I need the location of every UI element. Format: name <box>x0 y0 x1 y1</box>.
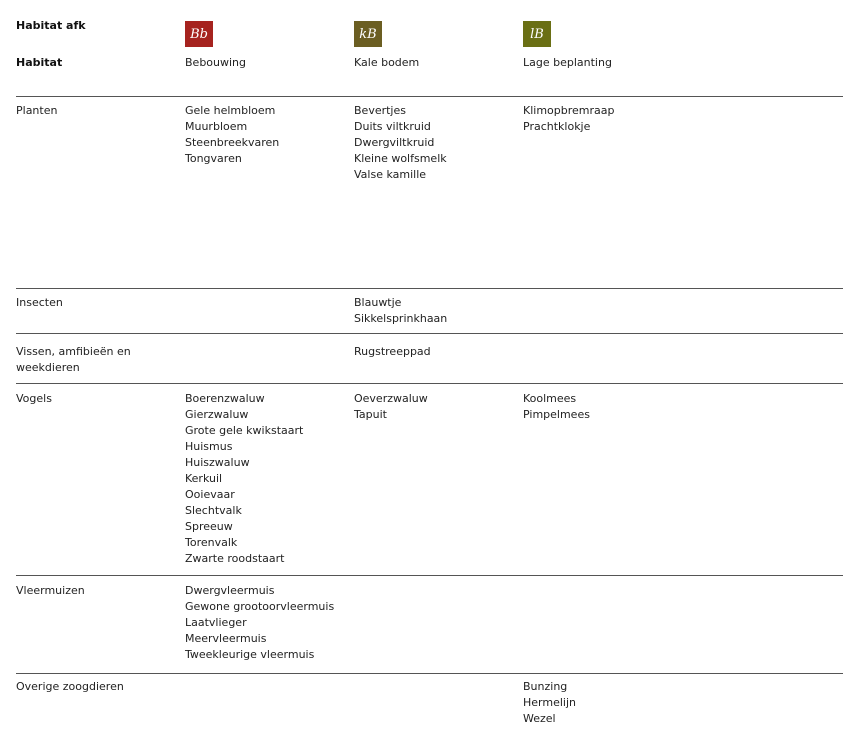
species-name: Prachtklokje <box>523 120 591 133</box>
cell-vogels-bebouwing <box>185 391 303 567</box>
species-name: Bunzing <box>523 680 568 693</box>
cell-vogels-lage-beplanting <box>523 391 590 423</box>
cell-overige-lage-beplanting <box>523 679 576 727</box>
species-name: Slechtvalk <box>185 504 242 517</box>
species-name: Tweekleurige vleermuis <box>185 648 315 661</box>
species-name: Duits viltkruid <box>354 120 431 133</box>
species-name: Hermelijn <box>523 696 576 709</box>
species-name: Boerenzwaluw <box>185 392 265 405</box>
species-name: Zwarte roodstaart <box>185 552 285 565</box>
species-name: Huismus <box>185 440 233 453</box>
category-overige-zoogdieren: Overige zoogdieren <box>16 680 124 693</box>
species-name: Torenvalk <box>185 536 238 549</box>
cell-vogels-kale-bodem <box>354 391 428 423</box>
badge-lage-beplanting: lB <box>523 21 551 47</box>
species-name: Tapuit <box>354 408 387 421</box>
species-name: Meervleermuis <box>185 632 267 645</box>
category-planten: Planten <box>16 104 58 117</box>
row-divider <box>16 673 843 674</box>
category-vleermuizen: Vleermuizen <box>16 584 85 597</box>
species-name: Oeverzwaluw <box>354 392 428 405</box>
cell-vleermuizen-bebouwing <box>185 583 334 663</box>
row-divider <box>16 333 843 334</box>
species-name: Klimopbremraap <box>523 104 615 117</box>
species-name: Gele helmbloem <box>185 104 276 117</box>
badge-kale-bodem: kB <box>354 21 382 47</box>
species-name: Steenbreekvaren <box>185 136 280 149</box>
species-name: Kleine wolfsmelk <box>354 152 447 165</box>
species-name: Laatvlieger <box>185 616 247 629</box>
category-vissen-amfibieen-weekdieren: Vissen, amfibieën en weekdieren <box>16 345 131 374</box>
column-header-bebouwing: Bebouwing <box>185 56 247 69</box>
column-header-kale-bodem: Kale bodem <box>354 56 420 69</box>
category-vogels: Vogels <box>16 392 52 405</box>
cell-planten-lage-beplanting <box>523 103 615 135</box>
badge-bebouwing: Bb <box>185 21 213 47</box>
species-name: Muurbloem <box>185 120 248 133</box>
species-name: Dwergviltkruid <box>354 136 435 149</box>
row-divider <box>16 383 843 384</box>
species-name: Gierzwaluw <box>185 408 249 421</box>
habitat-label: Habitat <box>16 56 63 69</box>
species-name: Wezel <box>523 712 556 725</box>
species-name: Bevertjes <box>354 104 406 117</box>
cell-insecten-kale-bodem <box>354 295 447 327</box>
species-name: Dwergvleermuis <box>185 584 275 597</box>
category-insecten: Insecten <box>16 296 63 309</box>
species-name: Koolmees <box>523 392 577 405</box>
row-divider <box>16 96 843 97</box>
species-name: Kerkuil <box>185 472 223 485</box>
cell-planten-bebouwing <box>185 103 279 167</box>
species-name: Blauwtje <box>354 296 402 309</box>
species-name: Gewone grootoorvleermuis <box>185 600 335 613</box>
species-name: Rugstreeppad <box>354 345 431 358</box>
cell-vissen-kale-bodem <box>354 344 431 360</box>
column-header-lage-beplanting: Lage beplanting <box>523 56 612 69</box>
species-name: Grote gele kwikstaart <box>185 424 304 437</box>
species-name: Huiszwaluw <box>185 456 250 469</box>
species-name: Sikkelsprinkhaan <box>354 312 448 325</box>
species-name: Valse kamille <box>354 168 427 181</box>
species-name: Spreeuw <box>185 520 233 533</box>
species-name: Ooievaar <box>185 488 235 501</box>
species-name: Pimpelmees <box>523 408 590 421</box>
row-divider <box>16 288 843 289</box>
habitat-afk-label: Habitat afk <box>16 19 86 32</box>
species-name: Tongvaren <box>185 152 242 165</box>
cell-planten-kale-bodem <box>354 103 447 183</box>
row-divider <box>16 575 843 576</box>
